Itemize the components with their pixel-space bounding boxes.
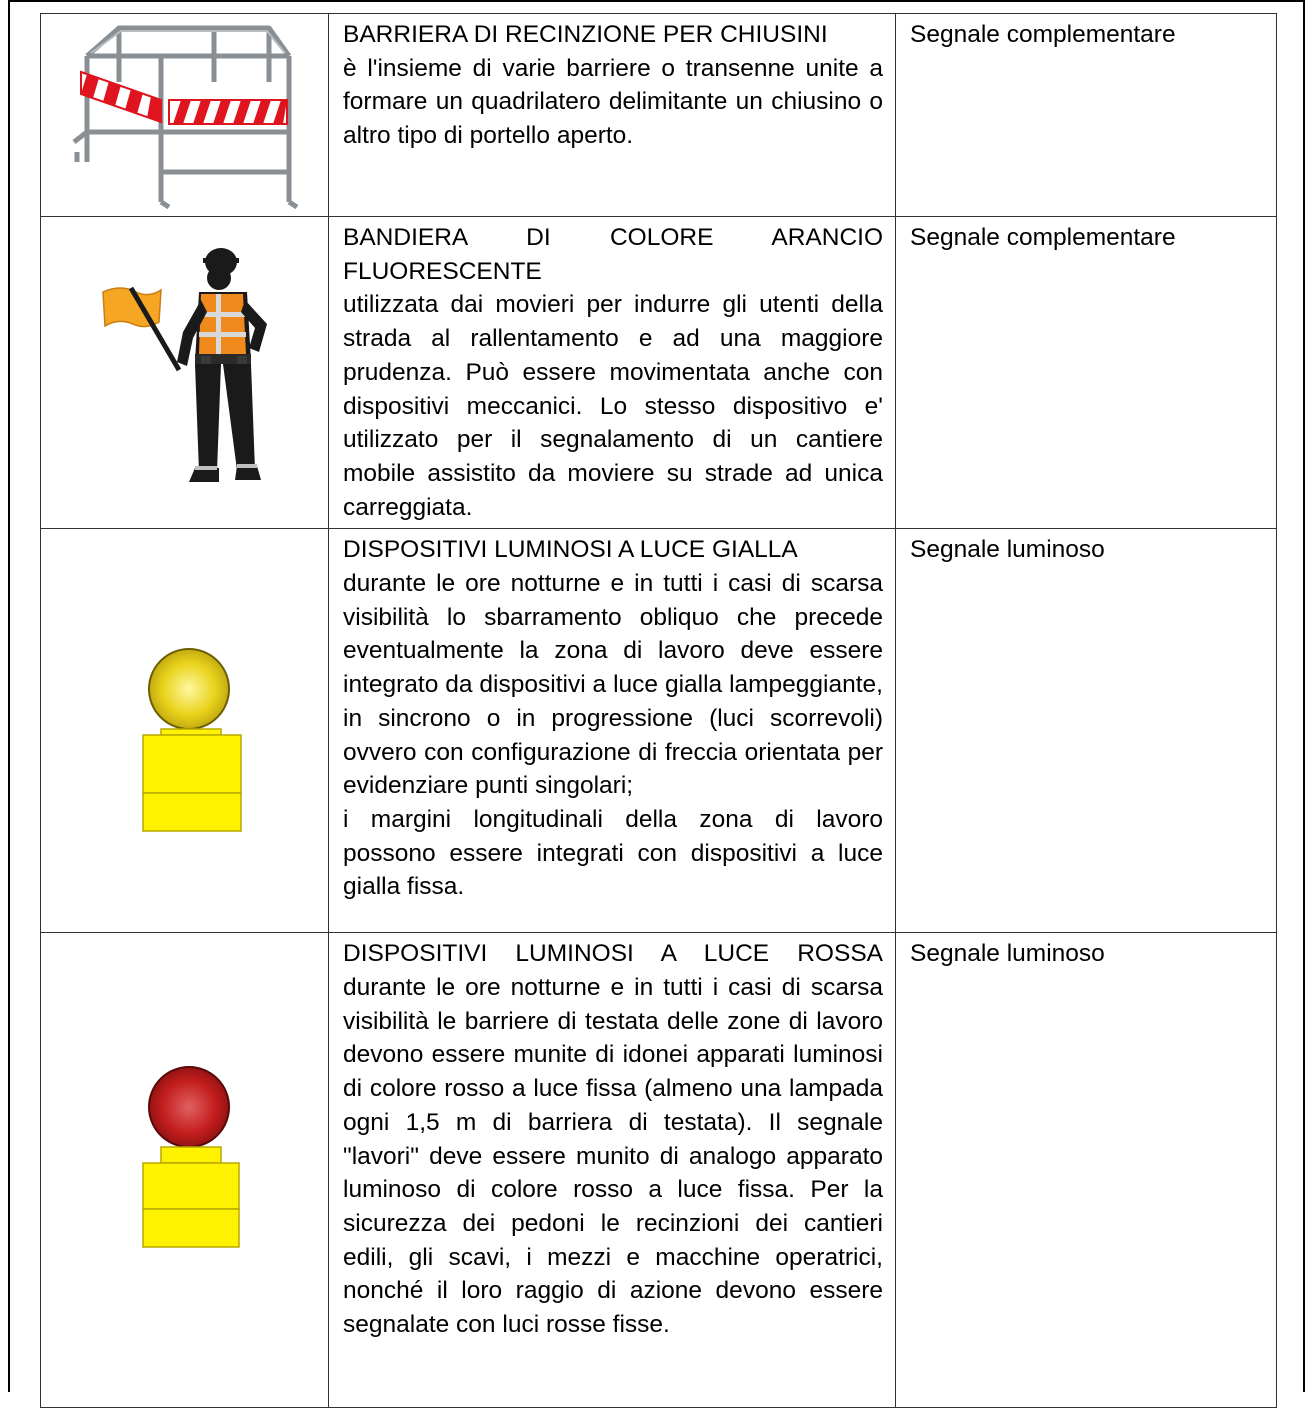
type-cell [896,529,1277,933]
sign-title: DISPOSITIVI LUMINOSI A LUCE ROSSA [343,940,883,968]
image-cell [41,217,329,529]
table-row [41,217,1277,529]
description-cell [329,529,896,933]
signs-table [40,13,1277,1408]
description-cell [329,14,896,217]
type-cell [896,217,1277,529]
table-row [41,14,1277,217]
image-cell [41,933,329,1408]
type-cell [896,14,1277,217]
page-border-top [8,0,1305,2]
page-border-left [8,0,10,1392]
sign-title: BARRIERA DI RECINZIONE PER CHIUSINI [343,21,828,48]
page-border-right [1303,0,1305,1392]
image-cell [41,14,329,217]
sign-type: Segnale luminoso [910,940,1105,968]
sign-description: è l'insieme di varie barriere o transenne unite a formare un quadrilatero delimitante un chiusino o altro tipo di portello aperto. [343,54,883,150]
description-cell [329,217,896,529]
description-cell [329,933,896,1408]
yellow-warning-light-icon [121,641,261,841]
sign-description-continued: i margini longitudinali della zona di lavoro possono essere integrati con dispositivi a luce gialla fissa. [343,805,883,901]
sign-description: utilizzata dai movieri per indurre gli utenti della strada al rallentamento e ad una maggiore prudenza. Può essere movimentata anche con dispositivi meccanici. Lo stesso dispositivo e' utilizzato per il segnalamento di un cantiere mobile assistito da moviere su strade ad unica carreggiata. [343,291,883,521]
sign-title: BANDIERA DI COLORE ARANCIO FLUORESCENTE [343,224,883,285]
sign-description: durante le ore notturne e in tutti i casi di scarsa visibilità lo sbarramento obliquo che precede eventualmente la zona di lavoro deve essere integrato da dispositivi a luce gialla lampeggiante, in sincrono o in progressione (luci scorrevoli) ovvero con configurazione di freccia orientata per evidenziare punti singolari; [343,570,883,800]
sign-title: DISPOSITIVI LUMINOSI A LUCE GIALLA [343,536,798,564]
flagman-icon [91,242,291,492]
sign-type: Segnale complementare [910,224,1176,251]
type-cell [896,933,1277,1408]
table-row [41,529,1277,933]
red-warning-light-icon [127,1065,267,1265]
sign-type: Segnale luminoso [910,536,1105,564]
barrier-fence-icon [69,22,299,212]
sign-type: Segnale complementare [910,21,1176,48]
sign-description: durante le ore notturne e in tutti i casi di scarsa visibilità le barriere di testata delle zone di lavoro devono essere munite di idonei apparati luminosi di colore rosso a luce fissa (almeno una lampada ogni 1,5 m di barriera di testata). Il segnale "lavori" deve essere munito di analogo apparato luminoso di colore rosso a luce fissa. Per la sicurezza dei pedoni le recinzioni dei cantieri edili, gli scavi, i mezzi e macchine operatrici, nonché il loro raggio di azione devono essere segnalate con luci rosse fisse. [343,974,883,1339]
image-cell [41,529,329,933]
table-row [41,933,1277,1408]
